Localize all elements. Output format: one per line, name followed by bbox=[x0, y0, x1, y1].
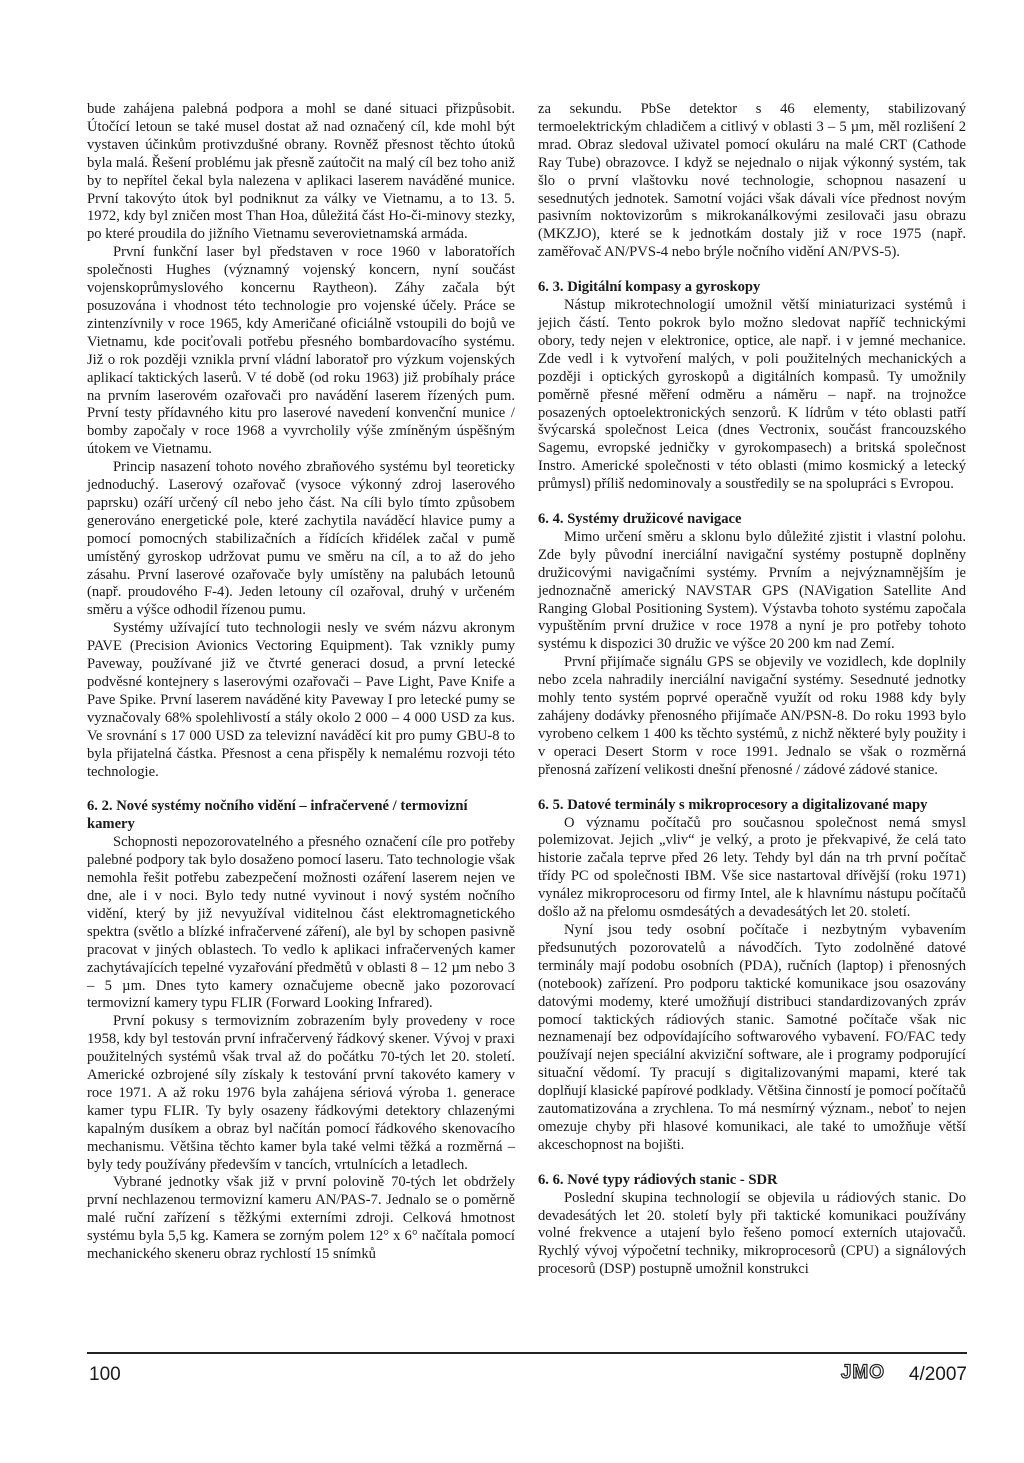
section-heading-6-4: 6. 4. Systémy družicové navigace bbox=[538, 511, 742, 528]
journal-logo: JMO bbox=[840, 1362, 885, 1383]
paragraph: První přijímače signálu GPS se objevily ve vozidlech, kde doplnily nebo zcela nahradily inerciální navigační systémy. Sesednuté jednotky mohly tento systém poprvé operačně využít od roku 1988 kdy byly zahájeny dodávky přenosného přijímače AN/PSN-8. Do roku 1993 bylo vyrobeno celkem 1 400 ks těchto systémů, z nichž některé byly použity i v operaci Desert Storm v roce 1991. Jednalo se však o rozměrná přenosná zařízení velikosti dnešní přenosné / zádové zádové stanice. bbox=[538, 654, 966, 778]
paragraph: První pokusy s termovizním zobrazením byly provedeny v roce 1958, kdy byl testován první infračervený řádkový skener. Vývoj v praxi použitelných systémů však trval až do počátku 70-tých let 20. století. Americké ozbrojené síly získaly k testování první takovéto kamery v roce 1971. A až roku 1976 byla zahájena sériová výroba 1. generace kamer typu FLIR. Ty byly osazeny řádkovými detektory chlazenými kapalným dusíkem a obraz byl načítán pomocí řádkového skenovacího mechanismu. Většina těchto kamer byla také velmi těžká a rozměrná – byly tedy používány především v tancích, vrtulnících a letadlech. bbox=[87, 1013, 515, 1173]
paragraph: Nástup mikrotechnologií umožnil větší miniaturizaci systémů i jejich částí. Tento pokrok bylo možno sledovat napříč technickými obory, tedy nejen v elektronice, optice, ale např. i v jemné mechanice. Zde vedl i k vytvoření malých, v poli použitelných mechanických a později i optických gyroskopů a digitálních kompasů. Ty umožnily poměrně přesné měření odměru a náměru – např. na trojnožce posazených optoelektronických senzorů. K lídrům v této oblasti patří švýcarská společnost Leica (dnes Vectronix, součást francouzského Sagemu, evropské jedničky v gyrokompasech) a britská společnost Instro. Americké společnosti v této oblasti (mimo kosmický a letecký průmysl) příliš nedominovaly a soustředily se na spolupráci s Evropou. bbox=[538, 297, 966, 493]
paragraph: Mimo určení směru a sklonu bylo důležité zjistit i vlastní polohu. Zde byly původní inerciální navigační systémy postupně doplněny družicovými navigačními systémy. Prvním a nejvýznamnějším je jednoznačně americký NAVSTAR GPS (NAVigation Satellite And Ranging Global Positioning System). Výstavba tohoto systému započala vypuštěním první družice v roce 1978 a nyní je pro potřeby tohoto systému k dispozici 30 družic ve výšce 20 200 km nad Zemí. bbox=[538, 528, 966, 653]
page-number: 100 bbox=[89, 1364, 121, 1385]
section-heading-6-5: 6. 5. Datové terminály s mikroprocesory a digitalizované mapy bbox=[538, 796, 928, 813]
issue-number: 4/2007 bbox=[908, 1364, 967, 1385]
paragraph: bude zahájena palebná podpora a mohl se dané situaci přizpůsobit. Útočící letoun se také musel dostat až nad označený cíl, kde mohl být vystaven účinkům protivzdušné obrany. Rovněž přesnost těchto útoků byla malá. Řešení problému jak přesně zaútočit na malý cíl bez toho aniž by to nepřítel čekal byla nalezena v aplikaci laserem naváděné munice. První takovýto útok byl podniknut za války ve Vietnamu, a to 13. 5. 1972, kdy byl zničen most Than Hoa, důležitá část Ho-či-minovy stezky, po které proudila do jižního Vietnamu severovietnamská armáda. bbox=[87, 101, 515, 243]
paragraph: Vybrané jednotky však již v první polovině 70-tých let obdržely první nechlazenou termovizní kameru AN/PAS-7. Jednalo se o poměrně malé ruční zařízení s těžkými externími zdroji. Celková hmotnost systému byla 5,5 kg. Kamera se zorným polem 12° x 6° načítala pomocí mechanického skeneru obraz rychlostí 15 snímků bbox=[87, 1174, 515, 1263]
section-heading-6-2: 6. 2. Nové systémy nočního vidění – infračervené / termovizní kamery bbox=[87, 798, 468, 833]
paragraph: Poslední skupina technologií se objevila u rádiových stanic. Do devadesátých let 20. století byly při taktické komunikaci používány volné frekvence a utajení bylo řešeno pomocí externích utajovačů. Rychlý vývoj výpočetní techniky, mikroprocesorů (CPU) a signálových procesorů (DSP) postupně umožnil konstrukci bbox=[538, 1189, 966, 1278]
paragraph: O významu počítačů pro současnou společnost nemá smysl polemizovat. Jejich „vliv“ je velký, a proto je překvapivé, že celá tato historie začala teprve před 26 lety. Tehdy byl dán na trh první počítač třídy PC od společnosti IBM. Vše sice nastartoval dřívější (roku 1971) vynález mikroprocesoru od firmy Intel, ale k hlavnímu nástupu počítačů došlo až na přelomu osmdesátých a devadesátých let 20. století. bbox=[538, 814, 966, 921]
paragraph: Schopnosti nepozorovatelného a přesného označení cíle pro potřeby palebné podpory tak bylo dosaženo pomocí laseru. Tato technologie však nemohla řešit potřebu zabezpečení možnosti ozáření laserem nejen ve dne, ale i v noci. Bylo tedy nutné vyvinout i nový systém nočního vidění, který by již nevyužíval viditelnou část elektromagnetického spektra (světlo a blízké infračervené záření), ale byl by schopen pasivně pracovat v jiných oblastech. To vedlo k aplikaci infračervených kamer zachytávajících tepelné vyzařování předmětů v oblasti 8 – 12 µm nebo 3 – 5 µm. Dnes tyto kamery označujeme obecně jako pozorovací termovizní kamery typu FLIR (Forward Looking Infrared). bbox=[87, 834, 515, 1012]
page-footer bbox=[87, 1362, 967, 1388]
section-heading-6-3: 6. 3. Digitální kompasy a gyroskopy bbox=[538, 279, 761, 296]
paragraph: za sekundu. PbSe detektor s 46 elementy, stabilizovaný termoelektrickým chladičem a citlivý v oblasti 3 – 5 µm, měl rozlišení 2 mrad. Obraz sledoval uživatel pomocí okuláru na malé CRT (Cathode Ray Tube) obrazovce. I když se nejednalo o nijak výkonný systém, tak šlo o první vlaštovku nové technologie, schopnou nasazení u sesednutých jednotek. Samotní vojáci však dávali více přednost novým pasivním noktovizorům s mikrokanálkovými zesilovači jasu obrazu (MKZJO), které se k jednotkám dostaly již v roce 1975 (např. zaměřovač AN/PVS-4 nebo brýle nočního vidění AN/PVS-5). bbox=[538, 101, 966, 261]
right-column bbox=[538, 101, 966, 1279]
left-column bbox=[87, 101, 515, 1264]
paragraph: Nyní jsou tedy osobní počítače i nezbytným vybavením předsunutých pozorovatelů a návodčích. Tyto zodolněné datové terminály mají podobu osobních (PDA), ručních (laptop) i přenosných (notebook) zařízení. Pro podporu taktické komunikace jsou osazovány datovými modemy, které umožňují distribuci standardizovaných zpráv pomocí taktických rádiových stanic. Samotné počítače však nic neznamenají bez odpovídajícího softwarového vybavení. FO/FAC tedy používají nejen speciální akviziční software, ale i programy podporující situační vědomí. Ty pracují s digitalizovanými mapami, které tak doplňují klasické papírové podklady. Většina činností je pomocí počítačů zautomatizována a zrychlena. To má nesmírný význam., neboť to nejen omezuje chyby při hlasové komunikaci, ale také to umožňuje větší akceschopnost na bojišti. bbox=[538, 921, 966, 1153]
paragraph: První funkční laser byl představen v roce 1960 v laboratořích společnosti Hughes (významný vojenský koncern, nyní součást vojenskoprůmyslového koncernu Raytheon). Záhy začala být posuzována i vhodnost této technologie pro vojenské účely. Práce se zintenzívnily v roce 1965, kdy Američané oficiálně vstoupili do bojů ve Vietnamu, kde pociťovali potřebu přesného bombardovacího systému. Již o rok později vznikla první vládní laboratoř pro výzkum vojenských aplikací taktických laserů. V té době (od roku 1963) již probíhaly práce na prvním laserovém ozařovači pro navádění laserem řízených pum. První testy přídavného kitu pro laserové navedení konvenční munice / bomby započaly v roce 1968 a vyvrcholily výše zmíněným úspěšným útokem ve Vietnamu. bbox=[87, 244, 515, 458]
footer-rule bbox=[87, 1352, 967, 1354]
paragraph: Princip nasazení tohoto nového zbraňového systému byl teoreticky jednoduchý. Laserový ozařovač (vysoce výkonný zdroj laserového paprsku) ozáří určený cíl nebo jeho část. Na cíli bylo tímto způsobem generováno energetické pole, které zachytila naváděcí hlavice pumy a pomocí pomocných stabilizačních a řídících křidélek začal v pumě umístěný gyroskop udržovat pumu ve směru na cíl, a to až do jeho zásahu. První laserové ozařovače byly umístěny na palubách letounů (např. proudového F-4). Jeden letouny cíl ozařoval, druhý v určeném směru a výšce odhodil řízenou pumu. bbox=[87, 459, 515, 619]
section-heading-6-6: 6. 6. Nové typy rádiových stanic - SDR bbox=[538, 1171, 778, 1188]
paragraph: Systémy užívající tuto technologii nesly ve svém názvu akronym PAVE (Precision Avionics Vectoring Equipment). Tak vznikly pumy Paveway, používané již ve čtvrté generaci dosud, a první letecké podvěsné kontejnery s laserovými ozařovači – Pave Light, Pave Knife a Pave Spike. První laserem naváděné kity Paveway I pro letecké pumy se vyznačovaly 68% spolehlivostí a stály okolo 2 000 – 4 000 USD za kus. Ve srovnání s 17 000 USD za televizní naváděcí kit pro pumy GBU-8 to byla přijatelná částka. Přesnost a cena přispěly k nemalému rozvoji této technologie. bbox=[87, 620, 515, 780]
